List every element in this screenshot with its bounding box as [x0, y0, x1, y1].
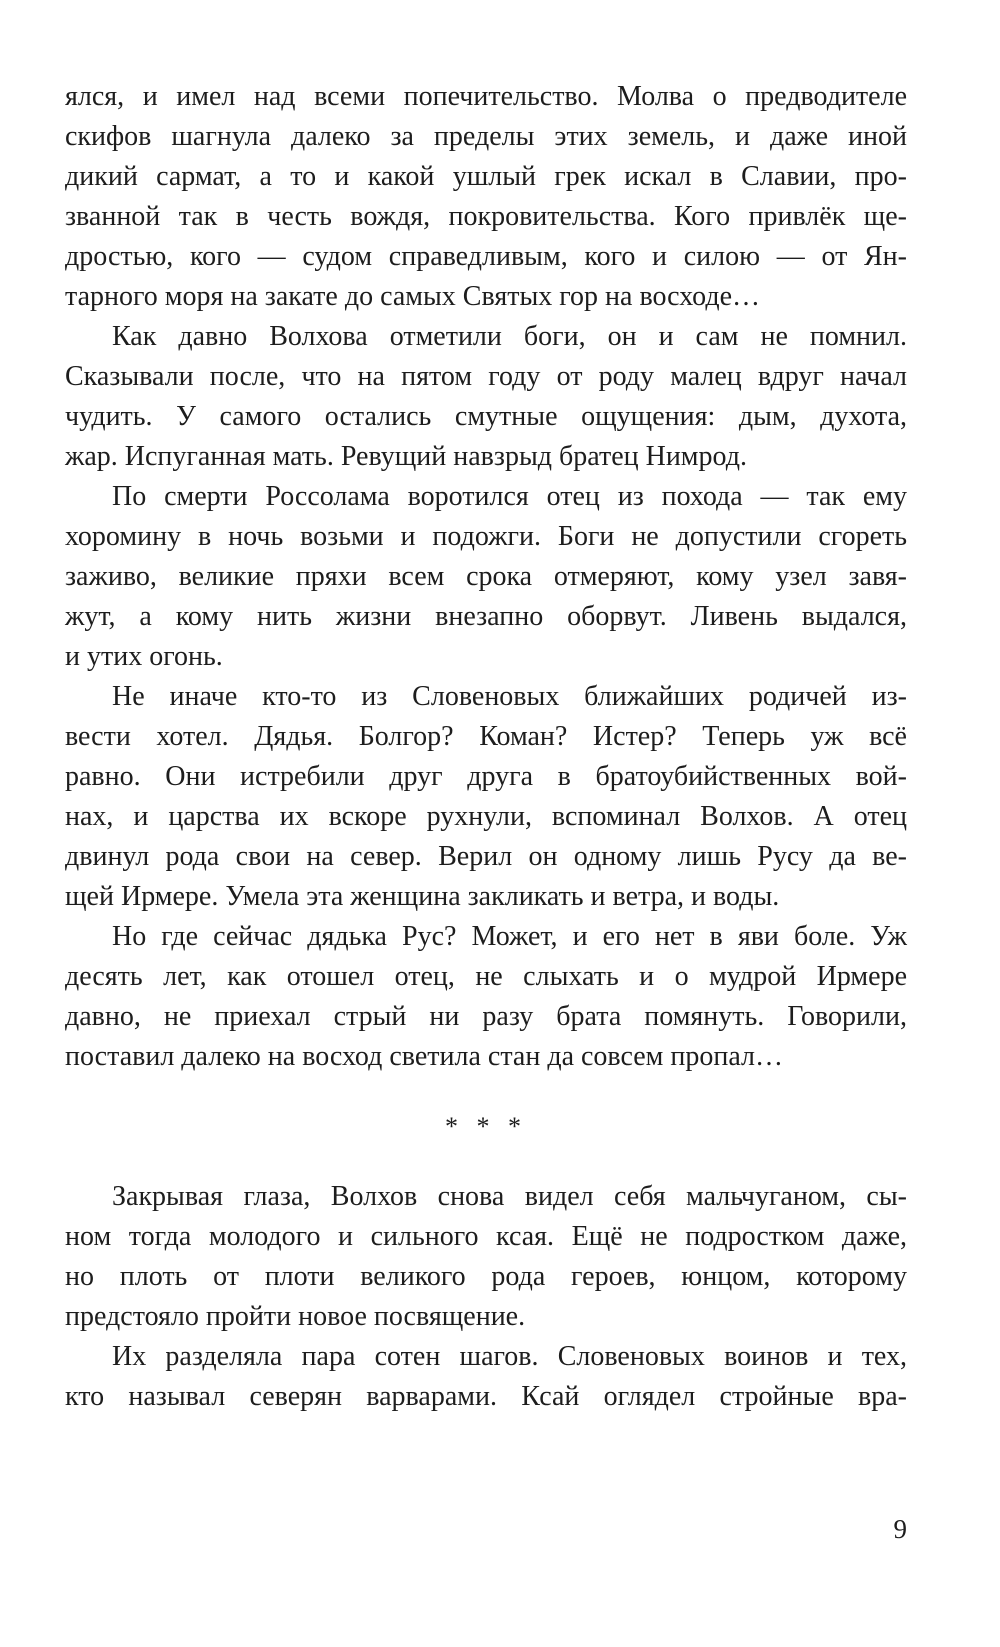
- book-page-text: [65, 77, 907, 1417]
- text-line: скифов шагнула далеко за пределы этих земель, и даже иной: [65, 121, 907, 152]
- text-line: двинул рода свои на север. Верил он одному лишь Русу да ве-: [65, 841, 907, 872]
- text-line: Как давно Волхова отметили боги, он и сам не помнил.: [112, 321, 907, 352]
- text-line: Сказывали после, что на пятом году от роду малец вдруг начал: [65, 361, 907, 392]
- paragraph: [65, 677, 907, 917]
- text-line: заживо, великие пряхи всем срока отмеряют, кому узел завя-: [65, 561, 907, 592]
- text-line: равно. Они истребили друг друга в братоубийственных вой-: [65, 761, 907, 792]
- section-separator: * * *: [445, 1112, 527, 1141]
- paragraph: [65, 917, 907, 1077]
- text-line: и утих огонь.: [65, 641, 223, 672]
- text-line: вести хотел. Дядья. Болгор? Коман? Истер? Теперь уж всё: [65, 721, 907, 752]
- text-line: щей Ирмере. Умела эта женщина закликать и ветра, и воды.: [65, 881, 780, 912]
- page-number: 9: [893, 1514, 907, 1544]
- text-line: кто называл северян варварами. Ксай оглядел стройные вра-: [65, 1381, 907, 1412]
- text-line: дростью, кого — судом справедливым, кого и силою — от Ян-: [65, 241, 907, 272]
- text-line: чудить. У самого остались смутные ощущения: дым, духота,: [65, 401, 907, 432]
- text-line: десять лет, как отошел отец, не слыхать и о мудрой Ирмере: [65, 961, 907, 992]
- paragraph: [65, 317, 907, 477]
- paragraph: [65, 477, 907, 677]
- text-line: жут, а кому нить жизни внезапно оборвут. Ливень выдался,: [65, 601, 907, 632]
- text-line: давно, не приехал стрый ни разу брата помянуть. Говорили,: [65, 1001, 907, 1032]
- text-line: предстояло пройти новое посвящение.: [65, 1301, 526, 1332]
- paragraph: [65, 77, 907, 317]
- text-line: нах, и царства их вскоре рухнули, вспоминал Волхов. А отец: [65, 801, 907, 832]
- text-line: хоромину в ночь возьми и подожги. Боги не допустили сгореть: [65, 521, 907, 552]
- text-line: поставил далеко на восход светила стан да совсем пропал…: [65, 1041, 784, 1072]
- text-line: дикий сармат, а то и какой ушлый грек искал в Славии, про-: [65, 161, 907, 192]
- text-line: жар. Испуганная мать. Ревущий навзрыд братец Нимрод.: [65, 441, 747, 472]
- text-line: званной так в честь вождя, покровительства. Кого привлёк ще-: [65, 201, 907, 232]
- paragraph: [65, 1177, 907, 1337]
- text-line: Но где сейчас дядька Рус? Может, и его нет в яви боле. Уж: [112, 921, 907, 952]
- text-line: Не иначе кто-то из Словеновых ближайших родичей из-: [112, 681, 907, 712]
- paragraph: [65, 1337, 907, 1417]
- text-line: Их разделяла пара сотен шагов. Словеновых воинов и тех,: [112, 1341, 907, 1372]
- text-line: По смерти Россолама воротился отец из похода — так ему: [112, 481, 907, 512]
- text-line: но плоть от плоти великого рода героев, юнцом, которому: [65, 1261, 907, 1292]
- text-line: тарного моря на закате до самых Святых гор на восходе…: [65, 281, 761, 312]
- text-line: ном тогда молодого и сильного ксая. Ещё не подростком даже,: [65, 1221, 907, 1252]
- text-line: ялся, и имел над всеми попечительство. Молва о предводителе: [65, 81, 907, 112]
- text-line: Закрывая глаза, Волхов снова видел себя мальчуганом, сы-: [112, 1181, 907, 1212]
